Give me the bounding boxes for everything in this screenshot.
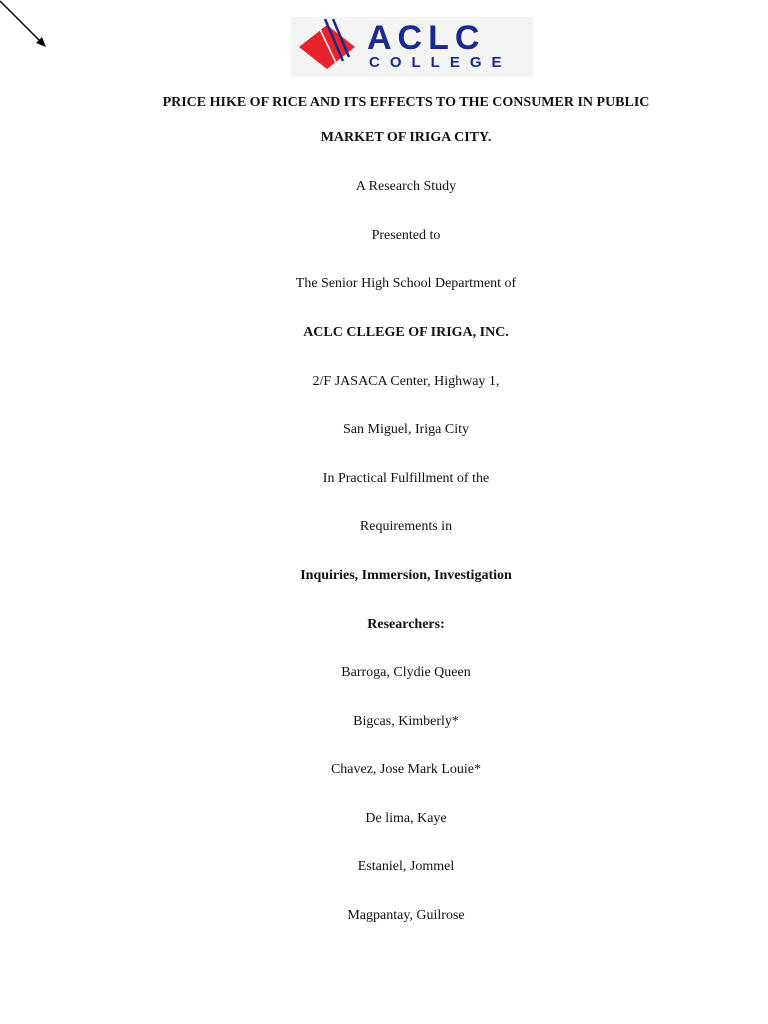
- department: The Senior High School Department of: [295, 276, 517, 291]
- arrow-cursor-icon: [0, 0, 60, 60]
- title-line-1: PRICE HIKE OF RICE AND ITS EFFECTS TO THE CONSUMER IN PUBLIC: [162, 95, 650, 110]
- subject: Inquiries, Immersion, Investigation: [300, 568, 512, 583]
- presented-to: Presented to: [371, 228, 441, 243]
- researcher-name: Barroga, Clydie Queen: [341, 665, 471, 680]
- address-line-2: San Miguel, Iriga City: [343, 422, 469, 437]
- researcher-name: Bigcas, Kimberly*: [353, 714, 459, 729]
- researchers-heading: Researchers:: [367, 617, 445, 632]
- fulfillment-line-1: In Practical Fulfillment of the: [322, 471, 490, 486]
- institution-name: ACLC CLLEGE OF IRIGA, INC.: [303, 325, 509, 340]
- researcher-name: Magpantay, Guilrose: [347, 908, 465, 923]
- aclc-college-logo: [291, 17, 533, 77]
- logo-text-aclc: ACLC: [367, 19, 486, 57]
- logo-text-college: COLLEGE: [369, 54, 512, 71]
- researcher-name: De lima, Kaye: [365, 811, 447, 826]
- researcher-name: Estaniel, Jommel: [357, 859, 455, 874]
- document-type: A Research Study: [355, 179, 457, 194]
- fulfillment-line-2: Requirements in: [359, 519, 453, 534]
- logo-diamond-icon: [291, 17, 367, 77]
- address-line-1: 2/F JASACA Center, Highway 1,: [312, 374, 500, 389]
- title-line-2: MARKET OF IRIGA CITY.: [320, 130, 492, 145]
- researcher-name: Chavez, Jose Mark Louie*: [330, 762, 482, 777]
